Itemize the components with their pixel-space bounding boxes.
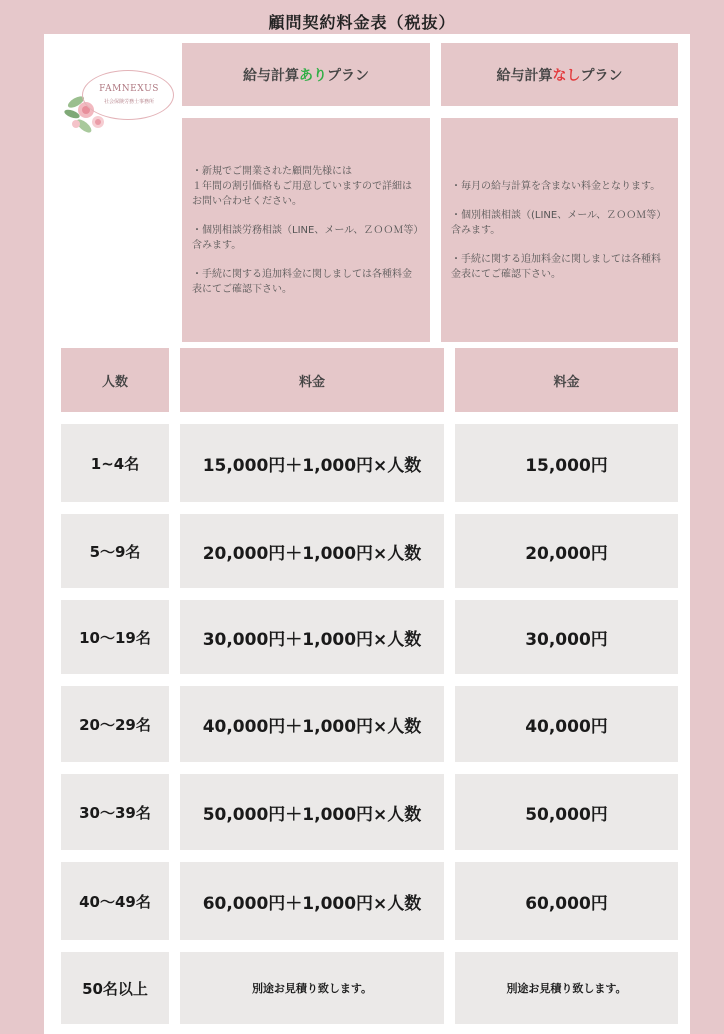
page-title: 顧問契約料金表（税抜） bbox=[268, 13, 456, 32]
row-count: 40〜49名 bbox=[61, 862, 169, 940]
plan-heading-pre: 給与計算 bbox=[243, 67, 299, 84]
plan-header-with-payroll bbox=[182, 43, 430, 106]
plan-header-without-payroll bbox=[441, 43, 678, 106]
row-fee-with-payroll: 60,000円＋1,000円×人数 bbox=[180, 862, 444, 940]
plan-note: ・個別相談相談（(LINE、メール、ＺＯＯＭ等）含みます。 bbox=[451, 209, 667, 236]
plan-heading-pre: 給与計算 bbox=[496, 67, 553, 84]
row-fee-without-payroll: 15,000円 bbox=[455, 424, 678, 502]
plan-note: ・手続に関する追加料金に関しましては各種料金表にてご確認下さい。 bbox=[451, 253, 661, 280]
row-count: 5〜9名 bbox=[61, 514, 169, 588]
logo-name: FAMNEXUS bbox=[99, 84, 159, 94]
row-fee-without-payroll: 40,000円 bbox=[455, 686, 678, 762]
row-fee-without-payroll: 30,000円 bbox=[455, 600, 678, 674]
row-fee-with-payroll: 50,000円＋1,000円×人数 bbox=[180, 774, 444, 850]
row-fee-without-payroll: 60,000円 bbox=[455, 862, 678, 940]
plan-description-with-payroll bbox=[182, 118, 430, 342]
column-header-count: 人数 bbox=[61, 348, 169, 412]
row-fee-with-payroll: 40,000円＋1,000円×人数 bbox=[180, 686, 444, 762]
row-fee-with-payroll: 15,000円＋1,000円×人数 bbox=[180, 424, 444, 502]
row-fee-without-payroll: 別途お見積り致します。 bbox=[455, 952, 678, 1024]
logo-ring bbox=[82, 70, 174, 120]
row-count: 50名以上 bbox=[61, 952, 169, 1024]
column-header-fee-with-payroll: 料金 bbox=[180, 348, 444, 412]
plan-heading-emph: なし bbox=[552, 67, 581, 84]
logo-subtitle: 社会保険労務士事務所 bbox=[103, 99, 154, 105]
plan-heading-post: プラン bbox=[327, 67, 369, 84]
row-fee-with-payroll: 20,000円＋1,000円×人数 bbox=[180, 514, 444, 588]
row-fee-with-payroll: 別途お見積り致します。 bbox=[180, 952, 444, 1024]
row-fee-with-payroll: 30,000円＋1,000円×人数 bbox=[180, 600, 444, 674]
plan-description-without-payroll bbox=[441, 118, 678, 342]
plan-heading-post: プラン bbox=[580, 67, 623, 84]
plan-note: ・個別相談労務相談（LINE、メール、ＺＯＯＭ等）含みます。 bbox=[192, 224, 419, 251]
row-fee-without-payroll: 20,000円 bbox=[455, 514, 678, 588]
plan-note: ・手続に関する追加料金に関しましては各種料金表にてご確認下さい。 bbox=[192, 268, 412, 295]
row-count: 1~4名 bbox=[61, 424, 169, 502]
plan-heading-emph: あり bbox=[299, 67, 327, 84]
row-fee-without-payroll: 50,000円 bbox=[455, 774, 678, 850]
row-count: 10〜19名 bbox=[61, 600, 169, 674]
plan-note: ・毎月の給与計算を含まない料金となります。 bbox=[451, 180, 661, 192]
column-header-fee-without-payroll: 料金 bbox=[455, 348, 678, 412]
row-count: 20〜29名 bbox=[61, 686, 169, 762]
row-count: 30〜39名 bbox=[61, 774, 169, 850]
plan-note: ・新規でご開業された顧問先様には １年間の割引価格もご用意していますので詳細はお問い合わせください。 bbox=[192, 165, 412, 207]
